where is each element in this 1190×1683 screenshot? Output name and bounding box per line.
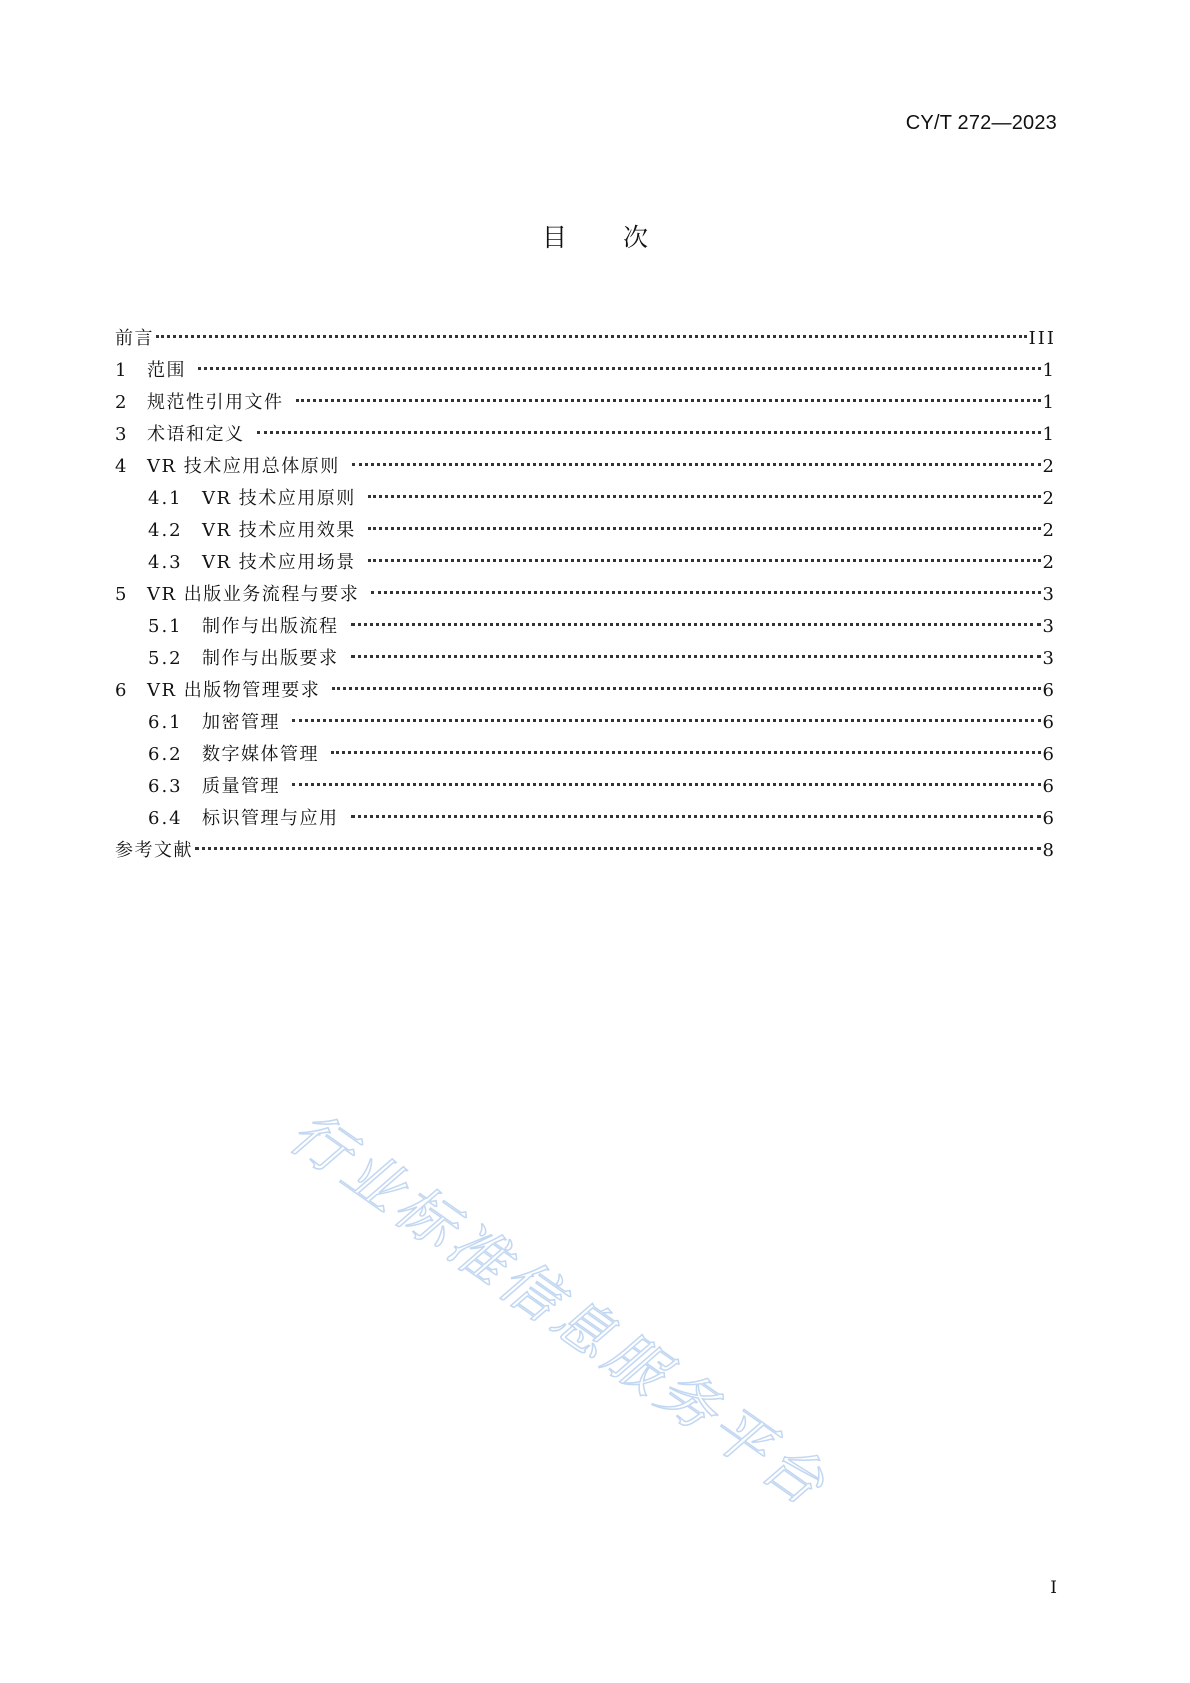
toc-entry-title: VR 出版物管理要求	[147, 680, 321, 701]
dot-leader	[292, 719, 1041, 722]
dot-leader	[351, 815, 1041, 818]
toc-entry[interactable]	[115, 419, 1056, 451]
toc-entry-page: 2	[1042, 520, 1056, 541]
toc-entry[interactable]	[115, 611, 1056, 643]
toc-entry-page: 6	[1042, 712, 1056, 733]
toc-entry[interactable]	[115, 707, 1056, 739]
toc-entry-page: 6	[1042, 680, 1056, 701]
toc-entry-title: VR 技术应用总体原则	[147, 456, 340, 477]
dot-leader	[195, 847, 1041, 850]
dot-leader	[351, 655, 1041, 658]
toc-entry-title: VR 出版业务流程与要求	[147, 584, 360, 605]
toc-entry-title: 术语和定义	[147, 424, 245, 445]
dot-leader	[198, 367, 1041, 370]
toc-entry-page: 3	[1042, 584, 1056, 605]
toc-heading: 目次	[541, 223, 704, 252]
page-number: I	[1050, 1578, 1057, 1598]
toc-entry-title: 标识管理与应用	[202, 808, 339, 829]
toc-entry-title: 制作与出版要求	[202, 648, 339, 669]
dot-leader	[368, 559, 1041, 562]
toc-entry-title: 加密管理	[202, 712, 280, 733]
dot-leader	[331, 751, 1041, 754]
dot-leader	[352, 463, 1041, 466]
toc-entry-page: 1	[1042, 392, 1056, 413]
toc-entry[interactable]	[115, 739, 1056, 771]
toc-entry-number: 5.2	[148, 648, 183, 669]
toc-entry-title: 数字媒体管理	[202, 744, 319, 765]
toc-entry-number: 4.3	[148, 552, 183, 573]
toc-entry-number: 6.1	[148, 712, 183, 733]
toc-entry-page: 2	[1042, 552, 1056, 573]
toc-entry-number: 5	[115, 584, 127, 605]
dot-leader	[156, 335, 1027, 338]
toc-entry-number: 6.2	[148, 744, 183, 765]
dot-leader	[292, 783, 1041, 786]
toc-entry-title: 参考文献	[115, 840, 193, 861]
toc-entry-title: 规范性引用文件	[147, 392, 284, 413]
toc-entry[interactable]	[115, 515, 1056, 547]
toc-entry-number: 6.4	[148, 808, 183, 829]
toc-entry[interactable]	[115, 835, 1056, 867]
toc-entry-number: 2	[115, 392, 127, 413]
toc-entry-title: 前言	[115, 328, 154, 349]
toc-entry[interactable]	[115, 643, 1056, 675]
toc-entry-number: 5.1	[148, 616, 183, 637]
toc-entry[interactable]	[115, 547, 1056, 579]
toc-entry-title: 质量管理	[202, 776, 280, 797]
dot-leader	[332, 687, 1040, 690]
dot-leader	[368, 495, 1041, 498]
toc-entry-page: 6	[1042, 776, 1056, 797]
toc-entry-number: 6.3	[148, 776, 183, 797]
dot-leader	[257, 431, 1041, 434]
dot-leader	[371, 591, 1040, 594]
dot-leader	[296, 399, 1041, 402]
toc-entry-number: 1	[115, 360, 127, 381]
toc-entry[interactable]	[115, 323, 1056, 355]
toc-entry-title: 制作与出版流程	[202, 616, 339, 637]
toc-entry[interactable]	[115, 675, 1056, 707]
toc-entry[interactable]	[115, 803, 1056, 835]
toc-entry-page: 1	[1042, 424, 1056, 445]
toc-entry-page: 3	[1042, 616, 1056, 637]
dot-leader	[351, 623, 1041, 626]
dot-leader	[368, 527, 1041, 530]
toc-entry-title: VR 技术应用原则	[202, 488, 356, 509]
toc-entry-page: 3	[1042, 648, 1056, 669]
watermark: 行业标准信息服务平台	[277, 1098, 841, 1522]
toc-entry-number: 4.1	[148, 488, 183, 509]
toc-entry-page: 2	[1042, 488, 1056, 509]
toc-entry-page: 8	[1042, 840, 1056, 861]
standard-code: CY/T 272—2023	[905, 112, 1057, 134]
toc-entry-number: 6	[115, 680, 127, 701]
toc-entry-page: III	[1028, 328, 1056, 349]
toc-entry-page: 1	[1042, 360, 1056, 381]
toc-entry[interactable]	[115, 387, 1056, 419]
toc-entry[interactable]	[115, 451, 1056, 483]
table-of-contents	[115, 323, 1056, 867]
toc-entry-title: 范围	[147, 360, 186, 381]
toc-entry-page: 6	[1042, 744, 1056, 765]
toc-entry-number: 4	[115, 456, 127, 477]
toc-entry-page: 2	[1042, 456, 1056, 477]
toc-entry-number: 4.2	[148, 520, 183, 541]
toc-entry[interactable]	[115, 771, 1056, 803]
toc-entry-title: VR 技术应用效果	[202, 520, 356, 541]
toc-entry[interactable]	[115, 579, 1056, 611]
toc-entry-page: 6	[1042, 808, 1056, 829]
toc-entry-number: 3	[115, 424, 127, 445]
toc-entry[interactable]	[115, 483, 1056, 515]
toc-entry[interactable]	[115, 355, 1056, 387]
toc-entry-title: VR 技术应用场景	[202, 552, 356, 573]
